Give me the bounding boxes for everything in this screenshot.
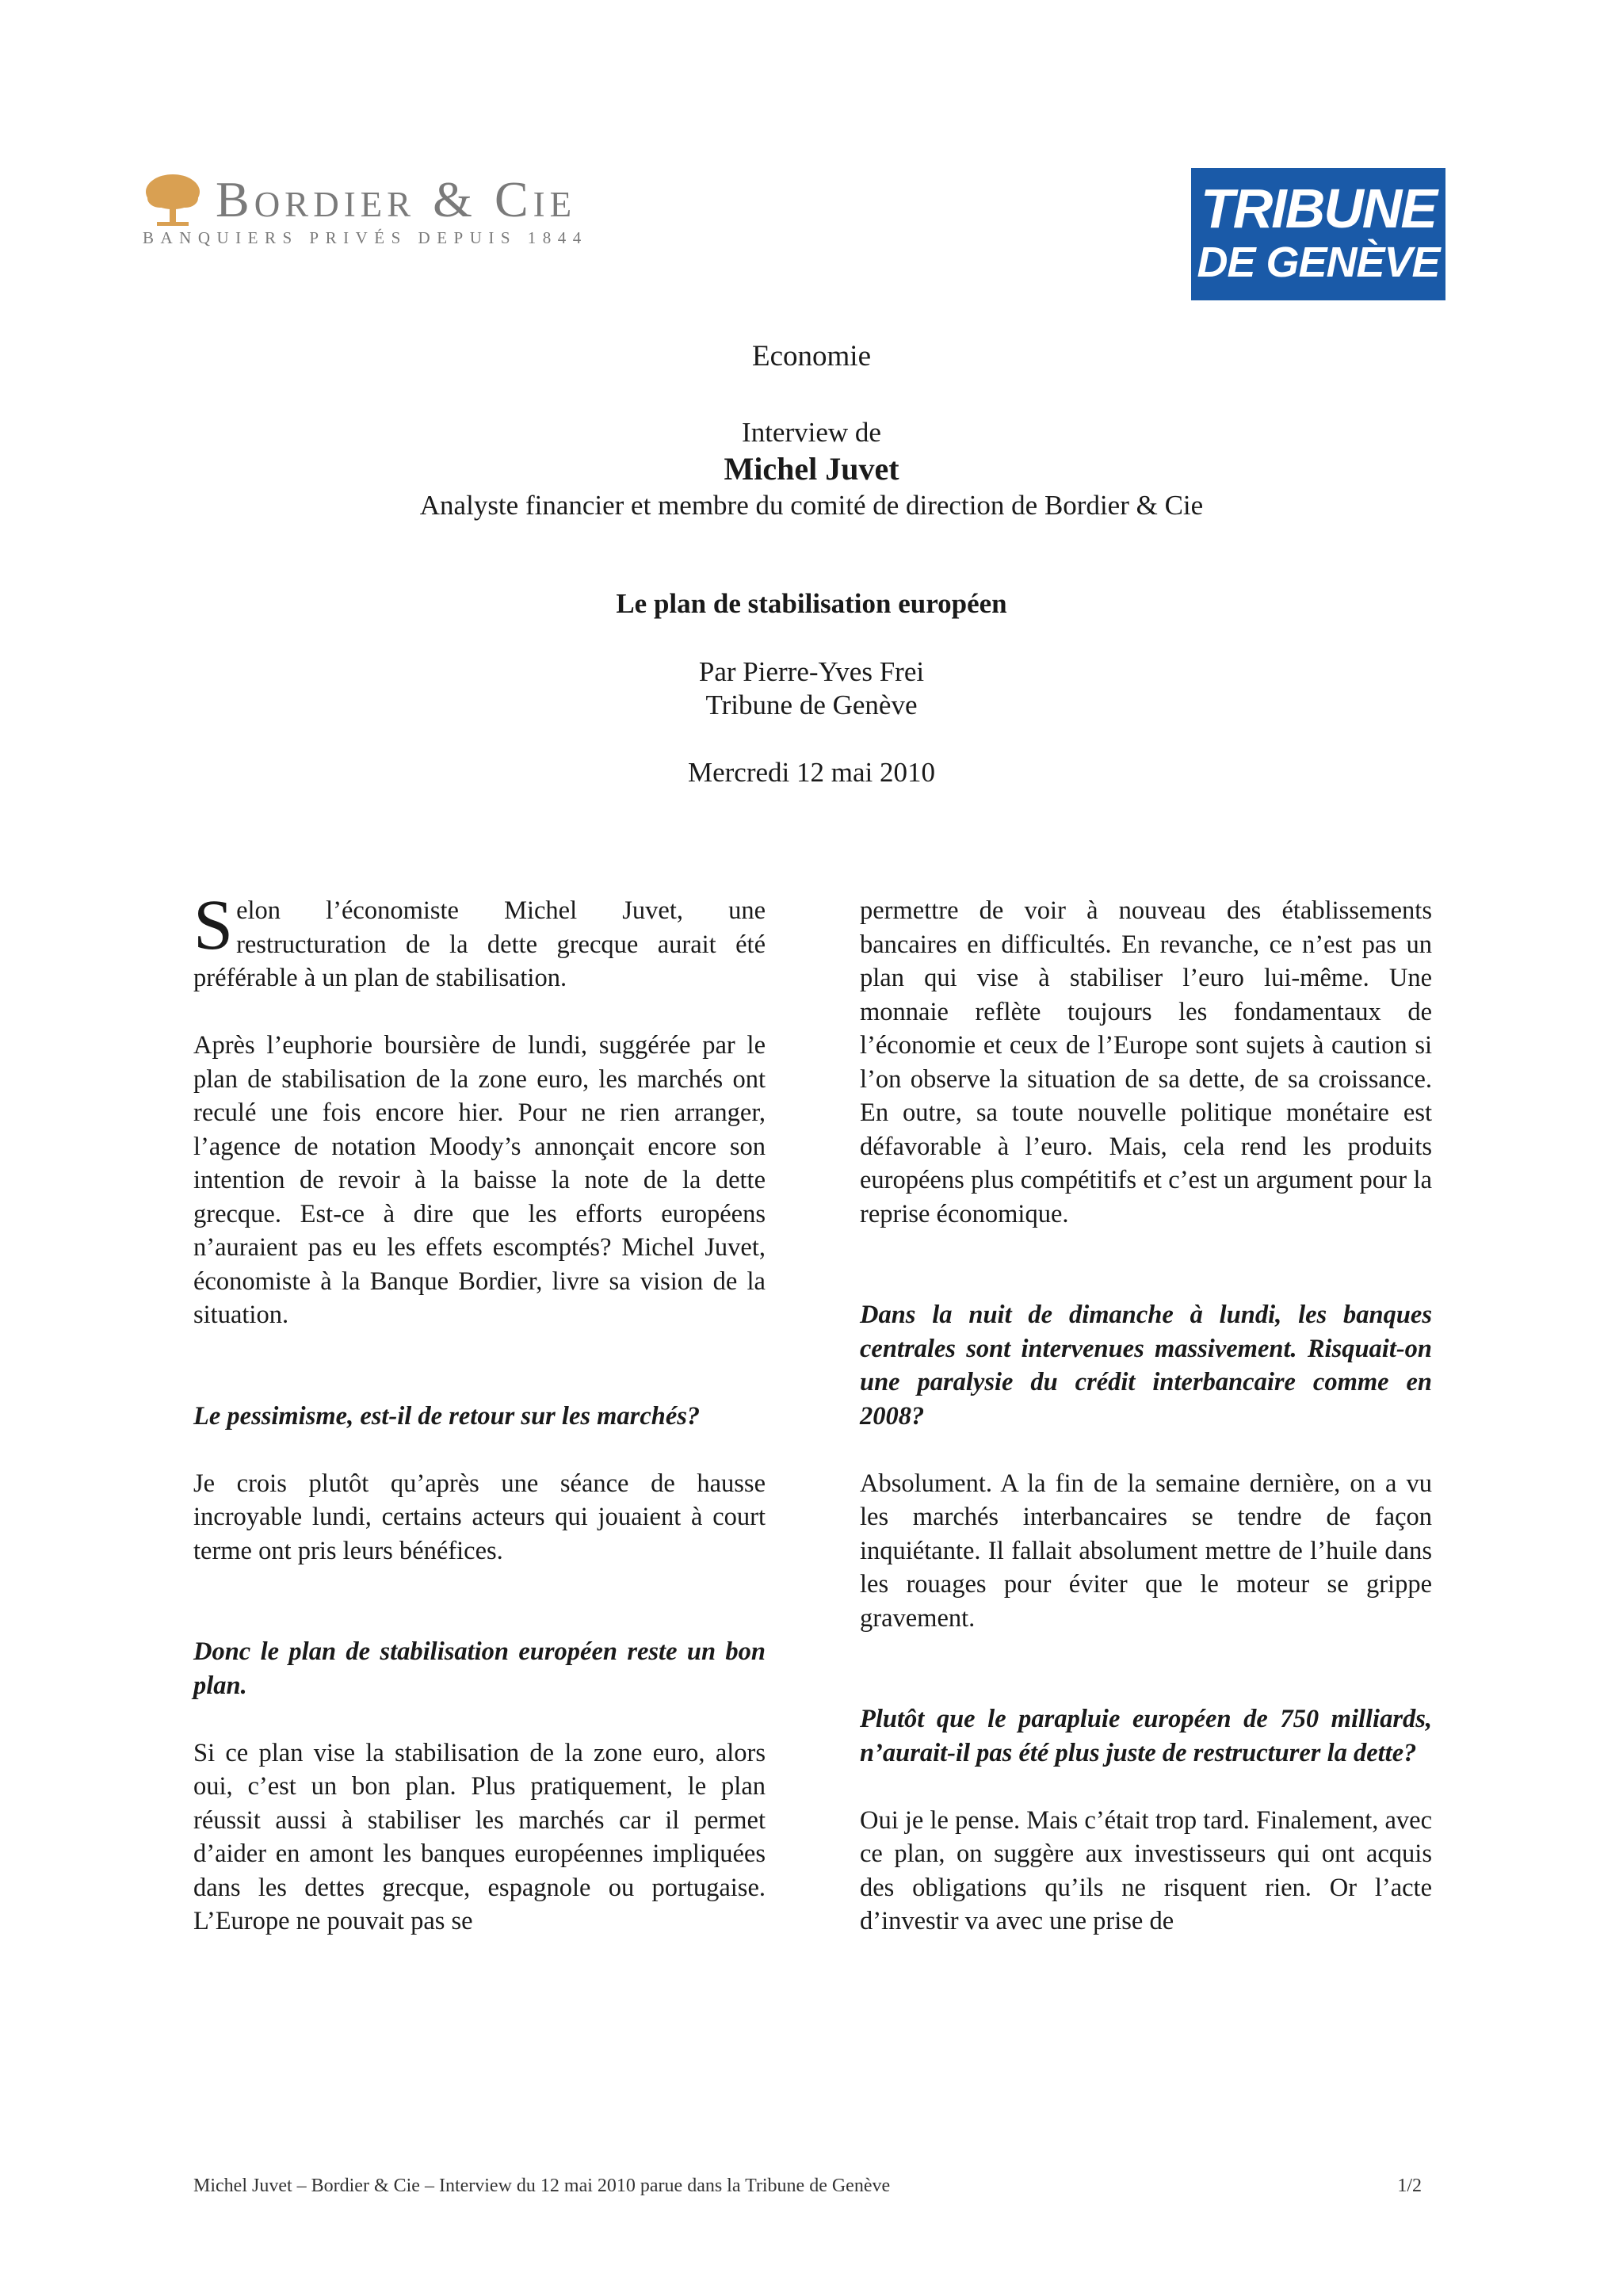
intro-paragraph: Après l’euphorie boursière de lundi, suggérée par le plan de stabilisation de la zone euro, les marchés ont reculé une fois encore hier. Pour ne rien arranger, l’agence de notation Moody’s annonçait encore son intention de revoir à la baisse la note de la dette grecque. Est-ce à dire que les efforts européens n’auraient pas eu les effets escomptés? Michel Juvet, économiste à la Banque Bordier, livre sa vision de la situation. [193, 1031, 766, 1329]
bordier-logo [143, 168, 650, 255]
interviewee-role: Analyste financier et membre du comité de direction de Bordier & Cie [419, 490, 1204, 521]
article-headline: Le plan de stabilisation européen [616, 588, 1007, 619]
tribune-logo-line1: TRIBUNE [1200, 178, 1437, 239]
lead-text: elon l’économiste Michel Juvet, une restructuration de la dette grecque aurait été préférable à un plan de stabilisation. [193, 896, 766, 992]
article-date: Mercredi 12 mai 2010 [688, 757, 935, 788]
answer-3: Absolument. A la fin de la semaine dernière, on a vu les marchés interbancaires se tendre de façon inquiétante. Il fallait absolument mettre de l’huile dans les rouages pour éviter que le moteur se grippe gravement. [860, 1469, 1432, 1633]
article-author: Par Pierre-Yves Frei [698, 656, 925, 687]
question-3: Dans la nuit de dimanche à lundi, les banques centrales sont intervenues massivement. Risquait-on une paralysie du crédit interbancaire comme en 2008? [860, 1301, 1432, 1431]
bordier-tagline: BANQUIERS PRIVÉS DEPUIS 1844 [143, 228, 588, 247]
question-4: Plutôt que le parapluie européen de 750 milliards, n’aurait-il pas été plus juste de restructurer la dette? [860, 1705, 1432, 1767]
tree-icon [143, 171, 203, 228]
tribune-logo-line2: DE GENÈVE [1197, 239, 1440, 286]
article-column-right [860, 894, 1432, 1939]
interviewee-name: Michel Juvet [724, 451, 899, 487]
article-column-left [193, 886, 766, 1939]
interview-label: Interview de [742, 417, 881, 448]
answer-1: Je crois plutôt qu’après une séance de hausse incroyable lundi, certains acteurs qui jouaient à court terme ont pris leurs bénéfices. [193, 1469, 766, 1565]
answer-2-continued: permettre de voir à nouveau des établissements bancaires en difficultés. En revanche, ce n’est pas un plan qui vise à stabiliser l’euro lui-même. Une monnaie reflète toujours les fondamentaux de l’économie et ceux de l’Europe sont sujets à caution si l’on observe la situation de sa dette, de sa croissance. En outre, sa toute nouvelle politique monétaire est défavorable à l’euro. Mais, cela rend les produits européens plus compétitifs et c’est un argument pour la reprise économique. [860, 896, 1432, 1228]
question-1: Le pessimisme, est-il de retour sur les marchés? [193, 1401, 701, 1431]
question-2: Donc le plan de stabilisation européen reste un bon plan. [193, 1637, 766, 1700]
page-number: 1/2 [1397, 2176, 1422, 2196]
answer-2: Si ce plan vise la stabilisation de la zone euro, alors oui, c’est un bon plan. Plus pratiquement, le plan réussit aussi à stabiliser les marchés car il permet d’aider en amont les banques européennes impliquées dans les dettes grecque, espagnole ou portugaise. L’Europe ne pouvait pas se [193, 1738, 766, 1935]
section-label: Economie [751, 340, 871, 372]
drop-cap: S [193, 886, 234, 965]
publication-name: Tribune de Genève [705, 690, 918, 720]
footer-text: Michel Juvet – Bordier & Cie – Interview du 12 mai 2010 parue dans la Tribune de Genève [193, 2176, 891, 2196]
tribune-logo [1191, 168, 1445, 300]
bordier-name: Bordier & Cie [216, 171, 577, 227]
lead-paragraph [193, 886, 766, 995]
answer-4: Oui je le pense. Mais c’était trop tard. Finalement, avec ce plan, on suggère aux investisseurs qui ont acquis des obligations qu’ils ne risquent rien. Or l’acte d’investir va avec une prise de [860, 1805, 1432, 1935]
